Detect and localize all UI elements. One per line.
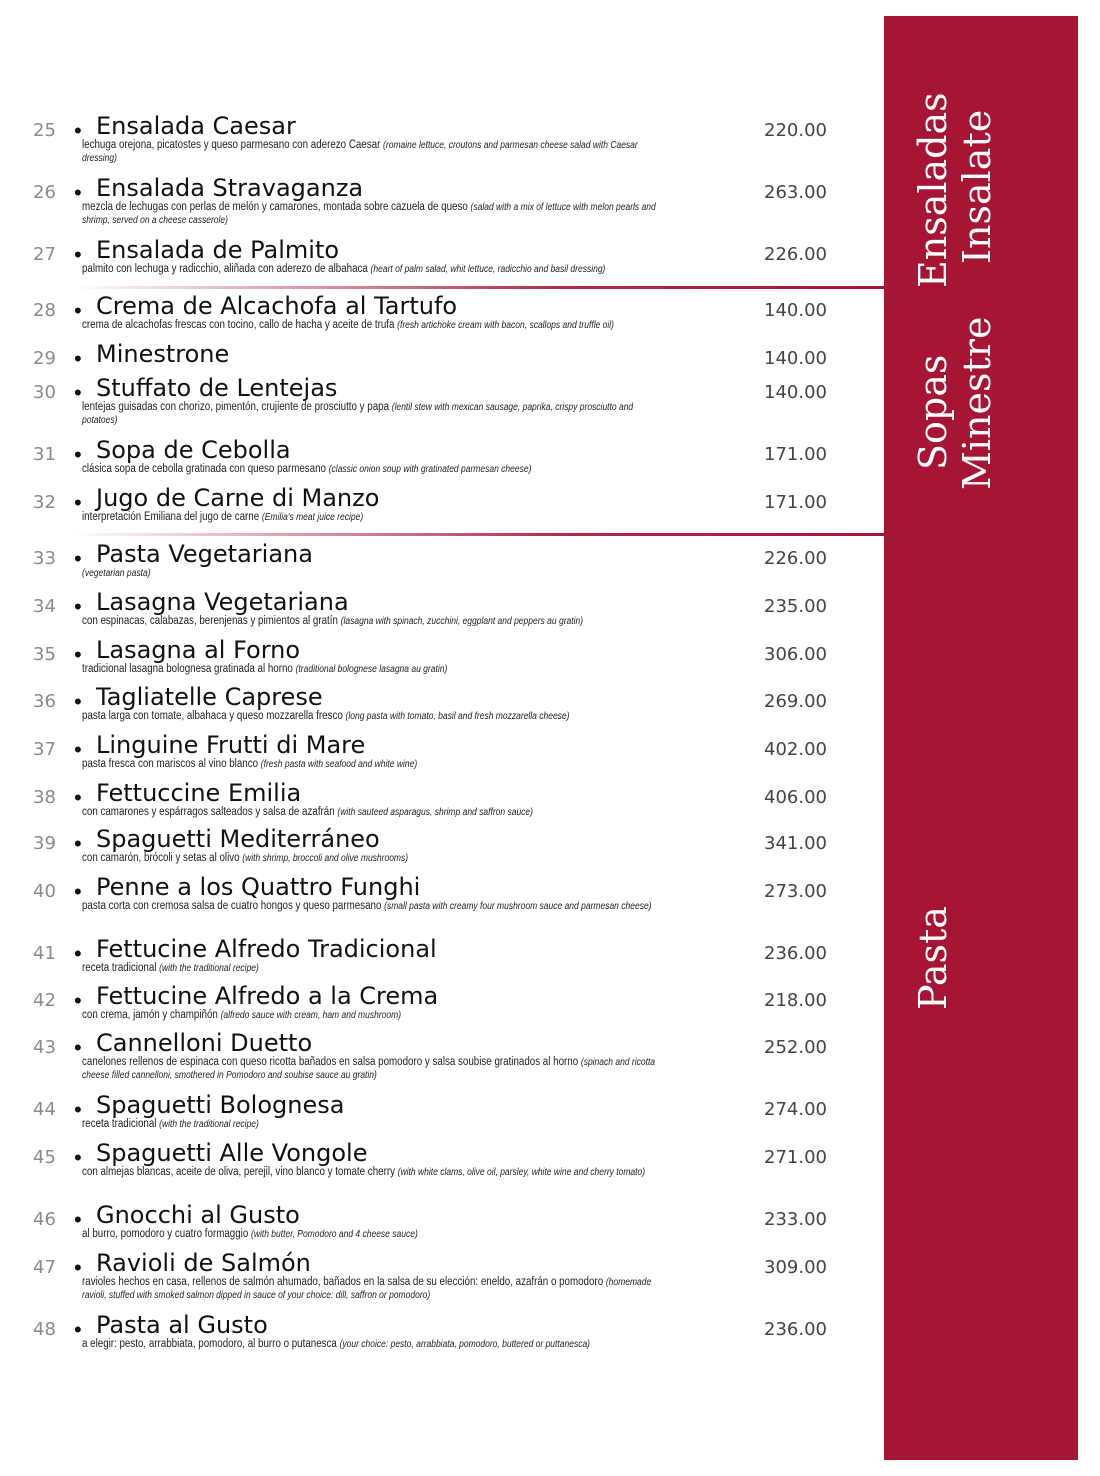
item-price: 274.00	[764, 1099, 827, 1120]
item-title: Linguine Frutti di Mare	[96, 731, 366, 759]
description-en: (salad with a mix of lettuce with melon pearls and shrimp, served on a cheese casserole)	[82, 202, 656, 226]
description-es: ravioles hechos en casa, rellenos de salmón ahumado, bañados en la salsa de su elección: eneldo, azafrán o pomodoro	[82, 1276, 604, 1288]
description-es: interpretación Emiliana del jugo de carne	[82, 511, 260, 523]
section-divider-sopas-pasta	[70, 533, 885, 536]
item-description	[82, 962, 669, 975]
description-en: (spinach and ricotta cheese filled cannelloni, smothered in Pomodoro and soubise sauce au gratin)	[82, 1057, 656, 1081]
bullet-icon: •	[74, 737, 82, 762]
description-en: (with white clams, olive oil, parsley, white wine and cherry tomato)	[397, 1167, 646, 1178]
description-es: con camarones y espárragos salteados y salsa de azafrán	[82, 806, 335, 818]
item-price: 402.00	[764, 739, 827, 760]
item-number: 38	[33, 787, 56, 808]
item-price: 273.00	[764, 881, 827, 902]
description-es: palmito con lechuga y radicchio, aliñada con aderezo de albahaca	[82, 263, 368, 275]
item-number: 46	[33, 1209, 56, 1230]
item-price: 341.00	[764, 833, 827, 854]
item-description	[82, 1338, 669, 1351]
bullet-icon: •	[74, 442, 82, 467]
item-price: 233.00	[764, 1209, 827, 1230]
bullet-icon: •	[74, 346, 82, 371]
description-en: (with sauteed asparagus, shrimp and saffron sauce)	[337, 807, 533, 818]
item-number: 30	[33, 382, 56, 403]
description-en: (small pasta with creamy four mushroom sauce and parmesan cheese)	[384, 901, 652, 912]
item-description	[82, 615, 669, 628]
item-title: Gnocchi al Gusto	[96, 1201, 300, 1229]
item-number: 40	[33, 881, 56, 902]
item-price: 140.00	[764, 382, 827, 403]
bullet-icon: •	[74, 298, 82, 323]
item-title: Penne a los Quattro Funghi	[96, 873, 421, 901]
item-description	[82, 663, 669, 676]
item-price: 309.00	[764, 1257, 827, 1278]
description-en: (heart of palm salad, whit lettuce, radicchio and basil dressing)	[370, 264, 606, 275]
item-title: Tagliatelle Caprese	[96, 683, 323, 711]
item-description	[82, 1056, 669, 1082]
bullet-icon: •	[74, 380, 82, 405]
description-es: con camarón, brócoli y setas al olivo	[82, 852, 240, 864]
bullet-icon: •	[74, 546, 82, 571]
item-price: 220.00	[764, 120, 827, 141]
description-en: (lentil stew with mexican sausage, paprika, crispy prosciutto and potatoes)	[82, 402, 634, 426]
item-price: 171.00	[764, 444, 827, 465]
item-price: 271.00	[764, 1147, 827, 1168]
item-description	[82, 758, 669, 771]
item-description	[82, 511, 669, 524]
bullet-icon: •	[74, 1097, 82, 1122]
item-title: Lasagna al Forno	[96, 636, 301, 664]
item-title: Ensalada Caesar	[96, 112, 296, 140]
description-es: lechuga orejona, picatostes y queso parmesano con aderezo Caesar	[82, 139, 381, 151]
item-number: 44	[33, 1099, 56, 1120]
description-en: (long pasta with tomato, basil and fresh mozzarella cheese)	[345, 711, 570, 722]
item-number: 33	[33, 548, 56, 569]
item-title: Sopa de Cebolla	[96, 436, 291, 464]
description-es: con espinacas, calabazas, berenjenas y pimientos al gratín	[82, 615, 338, 627]
description-es: a elegir: pesto, arrabbiata, pomodoro, al burro o putanesca	[82, 1338, 337, 1350]
item-title: Pasta al Gusto	[96, 1311, 268, 1339]
item-number: 37	[33, 739, 56, 760]
item-number: 29	[33, 348, 56, 369]
item-number: 27	[33, 244, 56, 265]
item-title: Jugo de Carne di Manzo	[96, 484, 380, 512]
item-description	[82, 900, 669, 913]
item-price: 236.00	[764, 1319, 827, 1340]
item-number: 45	[33, 1147, 56, 1168]
description-en: (vegetarian pasta)	[82, 568, 151, 579]
description-es: pasta fresca con mariscos al vino blanco	[82, 758, 259, 770]
item-title: Ensalada Stravaganza	[96, 174, 364, 202]
item-title: Pasta Vegetariana	[96, 540, 313, 568]
item-description	[82, 1276, 669, 1302]
bullet-icon: •	[74, 242, 82, 267]
item-number: 47	[33, 1257, 56, 1278]
item-number: 34	[33, 596, 56, 617]
bullet-icon: •	[74, 1207, 82, 1232]
bullet-icon: •	[74, 1145, 82, 1170]
description-en: (Emilia's meat juice recipe)	[261, 512, 364, 523]
bullet-icon: •	[74, 785, 82, 810]
bullet-icon: •	[74, 118, 82, 143]
item-description	[82, 852, 669, 865]
description-en: (homemade ravioli, stuffed with smoked salmon dipped in sauce of your choice: dill, saffron or pomodoro)	[82, 1277, 652, 1301]
description-es: clásica sopa de cebolla gratinada con queso parmesano	[82, 463, 327, 475]
description-es: con almejas blancas, aceite de oliva, perejil, vino blanco y tomate cherry	[82, 1166, 395, 1178]
bullet-icon: •	[74, 988, 82, 1013]
description-en: (traditional bolognese lasagna au gratin)	[295, 664, 448, 675]
item-price: 236.00	[764, 943, 827, 964]
item-description	[82, 319, 669, 332]
bullet-icon: •	[74, 831, 82, 856]
item-price: 140.00	[764, 348, 827, 369]
bullet-icon: •	[74, 490, 82, 515]
item-title: Spaguetti Bolognesa	[96, 1091, 345, 1119]
bullet-icon: •	[74, 642, 82, 667]
item-description	[82, 567, 669, 580]
description-en: (alfredo sauce with cream, ham and mushroom)	[220, 1010, 402, 1021]
description-en: (fresh pasta with seafood and white wine)	[260, 759, 418, 770]
item-number: 32	[33, 492, 56, 513]
bullet-icon: •	[74, 689, 82, 714]
description-es: canelones rellenos de espinaca con queso ricotta bañados en salsa pomodoro y salsa soubise gratinados al horno	[82, 1056, 579, 1068]
section-sidebar	[884, 16, 1078, 1460]
description-en: (classic onion soup with gratinated parmesan cheese)	[328, 464, 532, 475]
section-label-ensaladas: Ensaladas	[911, 92, 955, 288]
item-number: 31	[33, 444, 56, 465]
item-title: Lasagna Vegetariana	[96, 588, 349, 616]
item-title: Fettuccine Emilia	[96, 779, 302, 807]
description-en: (fresh artichoke cream with bacon, scallops and truffle oil)	[397, 320, 615, 331]
description-es: receta tradicional	[82, 1118, 157, 1130]
item-description	[82, 401, 669, 427]
item-price: 140.00	[764, 300, 827, 321]
item-description	[82, 1009, 669, 1022]
item-price: 171.00	[764, 492, 827, 513]
item-price: 269.00	[764, 691, 827, 712]
description-es: al burro, pomodoro y cuatro formaggio	[82, 1228, 249, 1240]
item-price: 235.00	[764, 596, 827, 617]
description-es: con crema, jamón y champiñón	[82, 1009, 218, 1021]
item-title: Cannelloni Duetto	[96, 1029, 313, 1057]
item-description	[82, 139, 669, 165]
description-es: crema de alcachofas frescas con tocino, callo de hacha y aceite de trufa	[82, 319, 395, 331]
item-description	[82, 263, 669, 276]
item-price: 306.00	[764, 644, 827, 665]
bullet-icon: •	[74, 941, 82, 966]
bullet-icon: •	[74, 1035, 82, 1060]
description-en: (with butter, Pomodoro and 4 cheese sauce)	[250, 1229, 418, 1240]
bullet-icon: •	[74, 1317, 82, 1342]
description-es: receta tradicional	[82, 962, 157, 974]
item-description	[82, 1228, 669, 1241]
item-price: 226.00	[764, 244, 827, 265]
item-number: 28	[33, 300, 56, 321]
description-en: (lasagna with spinach, zucchini, eggplant and peppers au gratin)	[340, 616, 584, 627]
item-number: 36	[33, 691, 56, 712]
description-en: (with shrimp, broccoli and olive mushrooms)	[242, 853, 409, 864]
item-title: Stuffato de Lentejas	[96, 374, 338, 402]
section-divider-ensaladas-sopas	[70, 286, 885, 289]
item-description	[82, 1166, 669, 1179]
item-number: 26	[33, 182, 56, 203]
bullet-icon: •	[74, 594, 82, 619]
bullet-icon: •	[74, 180, 82, 205]
section-label-insalate: Insalate	[955, 109, 999, 264]
item-number: 25	[33, 120, 56, 141]
item-title: Fettucine Alfredo a la Crema	[96, 982, 439, 1010]
item-title: Spaguetti Alle Vongole	[96, 1139, 368, 1167]
description-en: (with the traditional recipe)	[159, 1119, 259, 1130]
item-description	[82, 806, 669, 819]
item-description	[82, 201, 669, 227]
section-label-pasta: Pasta	[911, 906, 955, 1010]
description-es: mezcla de lechugas con perlas de melón y camarones, montada sobre cazuela de queso	[82, 201, 468, 213]
description-es: lentejas guisadas con chorizo, pimentón, crujiente de prosciutto y papa	[82, 401, 390, 413]
item-title: Crema de Alcachofa al Tartufo	[96, 292, 458, 320]
item-title: Spaguetti Mediterráneo	[96, 825, 380, 853]
item-price: 406.00	[764, 787, 827, 808]
section-label-minestre: Minestre	[955, 316, 999, 490]
item-price: 263.00	[764, 182, 827, 203]
item-description	[82, 710, 669, 723]
item-price: 226.00	[764, 548, 827, 569]
item-description	[82, 1118, 669, 1131]
item-number: 42	[33, 990, 56, 1011]
item-title: Fettucine Alfredo Tradicional	[96, 935, 437, 963]
item-price: 218.00	[764, 990, 827, 1011]
item-title: Ravioli de Salmón	[96, 1249, 311, 1277]
description-es: pasta corta con cremosa salsa de cuatro hongos y queso parmesano	[82, 900, 382, 912]
item-number: 35	[33, 644, 56, 665]
description-en: (your choice: pesto, arrabbiata, pomodoro, buttered or puttanesca)	[339, 1339, 591, 1350]
bullet-icon: •	[74, 879, 82, 904]
description-es: pasta larga con tomate, albahaca y queso mozzarella fresco	[82, 710, 343, 722]
item-number: 48	[33, 1319, 56, 1340]
item-title: Ensalada de Palmito	[96, 236, 340, 264]
bullet-icon: •	[74, 1255, 82, 1280]
item-number: 41	[33, 943, 56, 964]
item-title: Minestrone	[96, 340, 230, 368]
description-en: (romaine lettuce, croutons and parmesan cheese salad with Caesar dressing)	[82, 140, 638, 164]
item-price: 252.00	[764, 1037, 827, 1058]
item-number: 43	[33, 1037, 56, 1058]
item-number: 39	[33, 833, 56, 854]
description-en: (with the traditional recipe)	[159, 963, 259, 974]
item-description	[82, 463, 669, 476]
description-es: tradicional lasagna bolognesa gratinada al horno	[82, 663, 293, 675]
section-label-sopas: Sopas	[911, 354, 955, 470]
